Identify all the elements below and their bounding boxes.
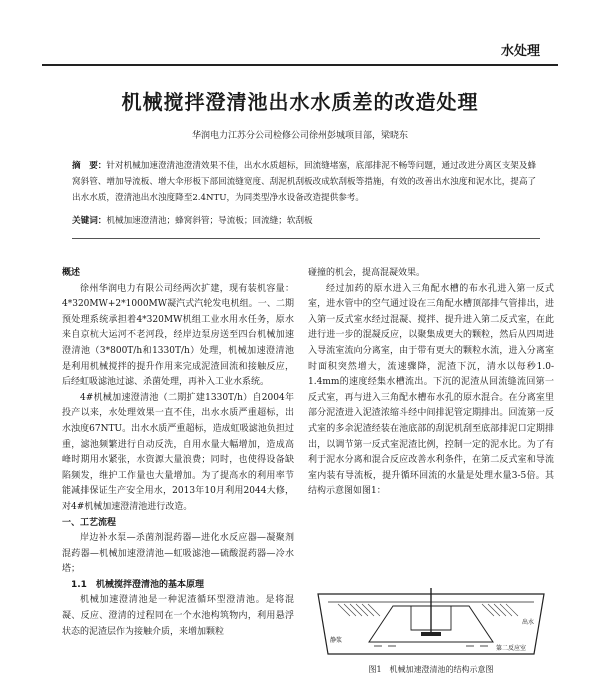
abstract-text: 针对机械加速澄清池澄清效果不佳，出水水质超标，回流缝堵塞，底部排泥不畅等问题，通过改进分离区支架及蜂窝斜管、增加导流板、增大伞形板下部回流缝宽度、刮泥机刮板改成软刮板等措施，有效的改善出水浊度和泥水比，提高了出水水质，澄清池出水浊度降至2.4NTU，为同类型净水设备改造提供参考。 xyxy=(72,161,537,203)
paragraph: 机械加速澄清池是一种泥渣循环型澄清池。是将混凝、反应、澄清的过程同在一个水池构筑物内，利用悬浮状态的泥渣层作为接触介质，来增加颗粒 xyxy=(62,595,294,637)
intro-heading: 概述 xyxy=(62,268,81,278)
paragraph: 岸边补水泵—杀菌剂混药器—进化水反应器—凝聚剂混药器—机械加速澄清池—虹吸滤池—硫酸混药器—冷水塔； xyxy=(62,533,294,575)
left-column xyxy=(62,266,294,640)
section-heading: 一、工艺流程 xyxy=(62,517,117,528)
subsection-heading: 1.1 机械搅拌澄清池的基本原理 xyxy=(71,579,204,590)
abstract xyxy=(72,158,540,206)
keywords xyxy=(72,214,540,226)
paragraph: 4#机械加速澄清池（二期扩建1330T/h）自2004年投产以来，水处理效果一直不佳，出水水质严重超标，出水浊度67NTU。出水水质严重超标，造成虹吸滤池负担过重，滤池频繁进行自动反洗，自用水量大幅增加，造成高峰时期用水紧张，水资源大量浪费；同时，也使得设备缺陷频发，维护工作量也大量增加。为了提高水的利用率节能减排保证生产安全用水，2013年10月利用2044大修，对4#机械加速澄清池进行改造。 xyxy=(62,392,294,512)
label-outlet: 出水 xyxy=(522,619,535,626)
keywords-label: 关键词： xyxy=(72,216,107,226)
label-chamber: 第二反应室 xyxy=(496,645,527,652)
paragraph: 徐州华润电力有限公司经两次扩建，现有装机容量：4*320MW+2*1000MW凝汽式汽轮发电机组。一、二期预处理系统承担着4*320MW机组工业水用水任务，原水来自京杭大运河不老河段，经岸边泵房送至四台机械加速澄清池（3*800T/h和1330T/h）处理，机械加速澄清池是利用机械搅拌的提升作用来完成泥渣回流和接触反应，后经虹吸滤池过滤、杀菌处理，再补入工业水系统。 xyxy=(62,283,294,388)
paragraph: 经过加药的原水进入三角配水槽的布水孔进入第一反式室，进水管中的空气通过设在三角配水槽顶部排气管排出，进入第一反式室水经过混凝、搅拌、提升进入第二反式室，在此进行进一步的混凝反应，以聚集成更大的颗粒，然后从四周进入导流室流向分离室，由于带有更大的颗粒水流，进入分离室时面积突然增大，流速骤降，泥渣下沉，清水以每秒1.0-1.4mm的速度经集水槽流出。下沉的泥渣从回流缝流回第一反式室，再与进入三角配水槽布水孔的原水混合。在分离室里部分泥渣进入泥渣浓缩斗经中间排泥管定期排出。回流第一反式室的多余泥渣经装在池底部的刮泥机刮至底部排泥口定期排出，以调节第一反式室泥渣比例，控制一定的泥水比。为了有利于泥水分离和混合反应改善水利条件，在第二反式室和导流室内装有导流板，提升循环回流的水量是处理水量3-5倍。其结构示意图如图1： xyxy=(308,283,554,497)
section-tag: 水处理 xyxy=(500,44,540,59)
impeller xyxy=(421,632,441,636)
clarifier-diagram xyxy=(308,584,554,662)
figure-caption: 图1 机械加速澄清池的结构示意图 xyxy=(368,665,494,674)
abstract-divider xyxy=(72,238,540,239)
article-title: 机械搅拌澄清池出水水质差的改造处理 xyxy=(121,90,479,114)
abstract-label: 摘 要： xyxy=(72,161,107,171)
author-line: 华润电力江苏分公司检修公司徐州彭城项目部，梁晓东 xyxy=(191,131,408,141)
header-rule xyxy=(42,64,558,66)
keywords-text: 机械加速澄清池；蜂窝斜管；导流板；回流缝；软刮板 xyxy=(106,216,313,226)
right-column xyxy=(308,266,554,500)
label-scum: 静浆 xyxy=(330,637,343,644)
paragraph: 碰撞的机会，提高混凝效果。 xyxy=(308,268,426,278)
